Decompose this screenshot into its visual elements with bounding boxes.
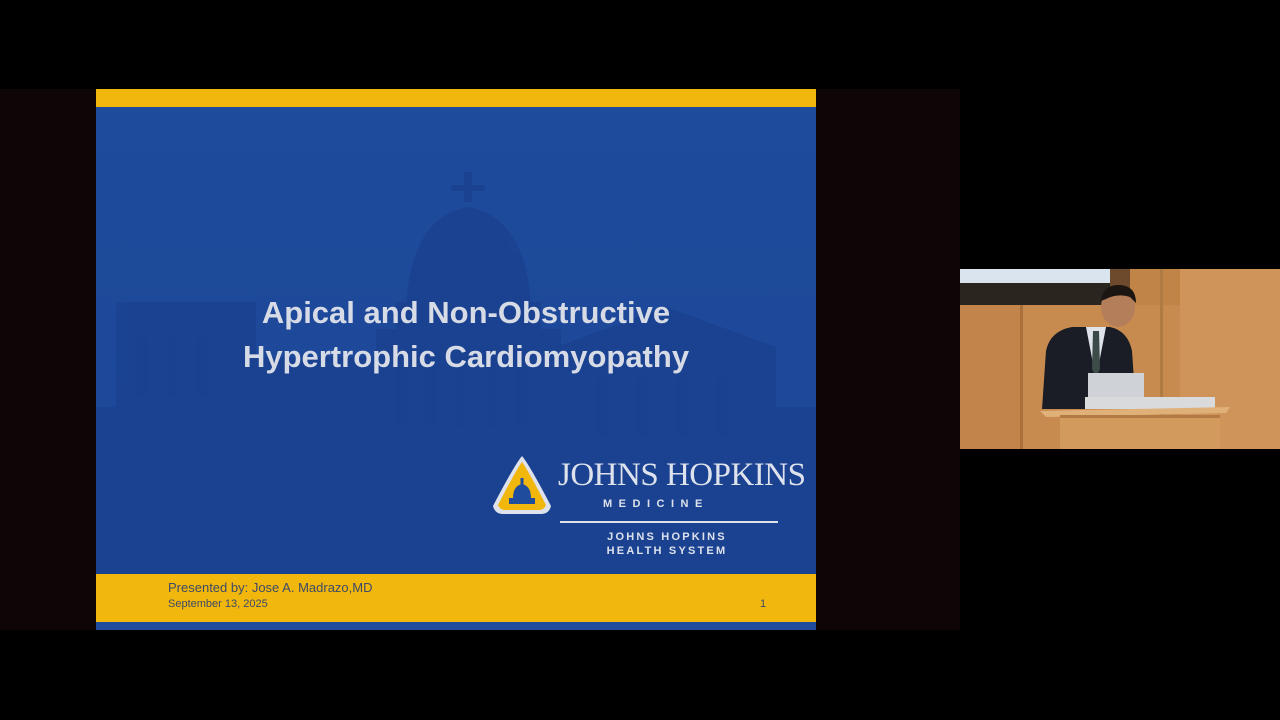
logo-health-system [582,530,752,558]
slide-footer-bar [96,574,816,622]
slide-top-accent-bar [96,89,816,107]
speaker-at-podium-video-icon [960,269,1280,449]
presentation-date: September 13, 2025 [168,598,268,610]
logo-health-line-2: HEALTH SYSTEM [606,545,728,557]
speaker-camera-feed [960,269,1280,449]
logo-name: JOHNS HOPKINS [558,457,806,493]
johns-hopkins-logo [489,454,809,564]
logo-divider [560,521,778,523]
slide-title-line-1: Apical and Non-Obstructive [261,295,671,330]
dome-shield-icon [489,454,555,518]
slide-title-line-2: Hypertrophic Cardiomyopathy [242,339,690,374]
slide-page-number: 1 [760,598,767,610]
presenter-name: Presented by: Jose A. Madrazo,MD [168,580,373,595]
slide-title [136,291,796,379]
presentation-slide [96,89,816,630]
logo-health-line-1: JOHNS HOPKINS [607,531,727,543]
slide-bottom-accent-line [96,622,816,630]
logo-medicine: MEDICINE [603,498,709,510]
